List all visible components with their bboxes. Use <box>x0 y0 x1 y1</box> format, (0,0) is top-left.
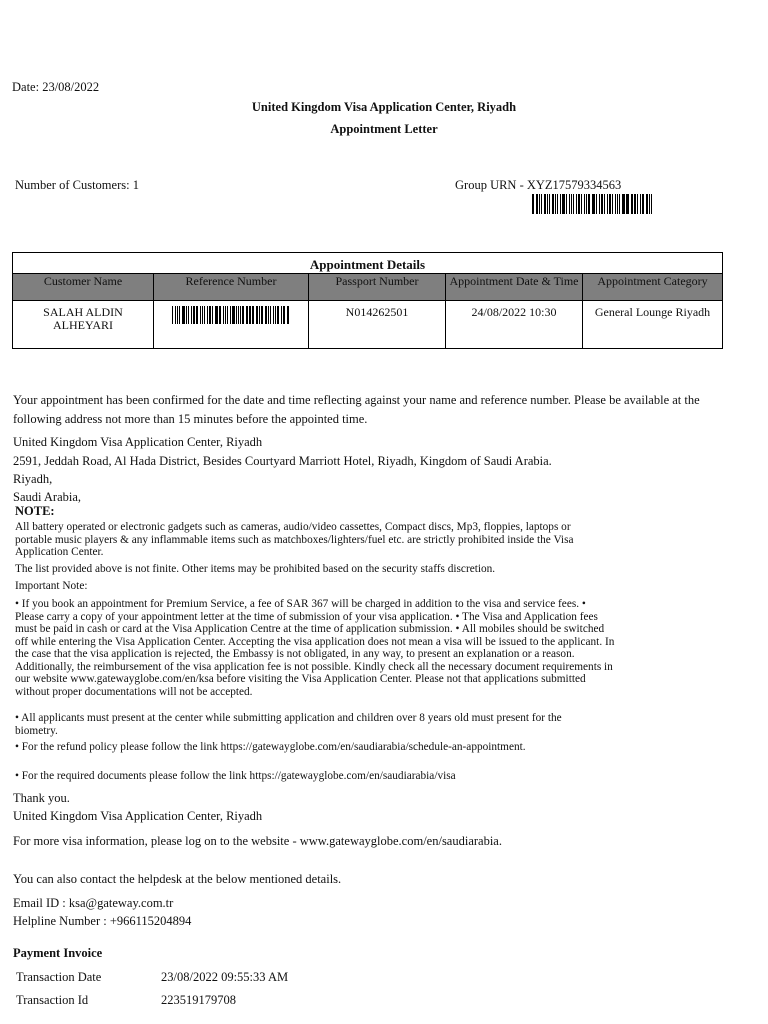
barcode-stripe <box>562 194 565 214</box>
barcode-stripe <box>615 194 616 214</box>
barcode-stripe <box>283 306 284 324</box>
barcode-stripe <box>281 306 282 324</box>
barcode-stripe <box>622 194 625 214</box>
letter-title: Appointment Letter <box>330 122 438 136</box>
transaction-date-label: Transaction Date <box>16 970 102 984</box>
barcode-stripe <box>586 194 587 214</box>
barcode-stripe <box>596 194 597 214</box>
col-header-reference-number: Reference Number <box>154 274 309 301</box>
barcode-stripe <box>175 306 176 324</box>
center-name-heading: United Kingdom Visa Application Center, Riyadh <box>251 100 517 114</box>
barcode-stripe <box>284 306 285 324</box>
barcode-stripe <box>177 306 179 324</box>
barcode-stripe <box>261 306 263 324</box>
barcode-stripe <box>225 306 227 324</box>
barcode-stripe <box>547 194 548 214</box>
barcode-stripe <box>539 194 540 214</box>
confirmation-paragraph: Your appointment has been confirmed for the date and time reflecting against your name and reference number. Please be available at the following address not more than 15 minutes before the appointed time. <box>13 393 700 426</box>
customer-name-cell: SALAH ALDIN ALHEYARI <box>13 301 154 349</box>
col-header-passport-number: Passport Number <box>309 274 446 301</box>
barcode-stripe <box>544 194 546 214</box>
barcode-stripe <box>216 306 218 324</box>
appointment-table-caption: Appointment Details <box>13 253 723 274</box>
table-row <box>13 301 723 349</box>
barcode-stripe <box>227 306 228 324</box>
address-line-1: United Kingdom Visa Application Center, Riyadh <box>13 435 263 449</box>
barcode-stripe <box>552 194 554 214</box>
signoff-line: United Kingdom Visa Application Center, Riyadh <box>13 809 263 823</box>
thanks-line: Thank you. <box>13 791 70 805</box>
barcode-stripe <box>188 306 189 324</box>
barcode-stripe <box>209 306 211 324</box>
barcode-stripe <box>204 306 205 324</box>
barcode-stripe <box>172 306 173 324</box>
important-note-bullet-4: • For the required documents please follow the link https://gatewayglobe.com/en/saudiarabia/visa <box>15 770 456 782</box>
barcode-stripe <box>182 306 185 324</box>
barcode-stripe <box>193 306 195 324</box>
barcode-stripe <box>196 306 198 324</box>
important-note-bullet-1: • If you book an appointment for Premium Service, a fee of SAR 367 will be charged in addition to the visa and service fees. • Please carry a copy of your appointment letter at the time of submission of your visa application. • The Visa and Application fees must be paid in cash or card at the Visa Application Centre at the time of application submission. • All mobiles should be switched off while entering the Visa Application Center. Accepting the visa application does not mean a visa will be issued to the applicant. In the case that the visa application is rejected, the Embassy is not obligated, in any way, to present an explanation or a reason. Additionally, the reimbursement of the visa application fee is not possible. Kindly check all the necessary document requirements in our website www.gatewayglobe.com/en/ksa before visiting the Visa Application Center. Please not that applications submitted without proper documentations will not be accepted. <box>15 598 615 698</box>
barcode-stripe <box>202 306 204 324</box>
passport-number-cell: N014262501 <box>309 301 446 349</box>
barcode-stripe <box>242 306 244 324</box>
barcode-stripe <box>640 194 641 214</box>
address-line-4: Saudi Arabia, <box>13 490 82 504</box>
barcode-stripe <box>249 306 252 324</box>
reference-barcode <box>172 306 290 324</box>
barcode-stripe <box>599 194 600 214</box>
important-note-bullet-2: • All applicants must present at the center while submitting application and children over 8 years old must present for the biometry. <box>15 712 562 737</box>
barcode-stripe <box>252 306 254 324</box>
address-line-3: Riyadh, <box>13 472 53 486</box>
barcode-stripe <box>555 194 557 214</box>
col-header-appointment-category: Appointment Category <box>583 274 723 301</box>
barcode-stripe <box>637 194 638 214</box>
barcode-stripe <box>287 306 289 324</box>
barcode-stripe <box>576 194 577 214</box>
barcode-stripe <box>631 194 633 214</box>
barcode-stripe <box>643 194 644 214</box>
barcode-stripe <box>541 194 542 214</box>
barcode-stripe <box>186 306 187 324</box>
barcode-stripe <box>265 306 267 324</box>
col-header-appointment-datetime: Appointment Date & Time <box>446 274 583 301</box>
barcode-stripe <box>273 306 274 324</box>
barcode-stripe <box>212 306 213 324</box>
barcode-stripe <box>268 306 269 324</box>
payment-invoice-title: Payment Invoice <box>13 946 103 960</box>
barcode-stripe <box>651 194 652 214</box>
transaction-id-value: 223519179708 <box>161 993 236 1007</box>
barcode-stripe <box>536 194 539 214</box>
barcode-stripe <box>626 194 627 214</box>
barcode-stripe <box>191 306 193 324</box>
barcode-stripe <box>232 306 235 324</box>
reference-number-cell <box>154 301 309 349</box>
barcode-stripe <box>609 194 611 214</box>
col-header-customer-name: Customer Name <box>13 274 154 301</box>
barcode-stripe <box>557 194 558 214</box>
barcode-stripe <box>604 194 605 214</box>
important-note-label: Important Note: <box>15 580 88 592</box>
address-line-2: 2591, Jeddah Road, Al Hada District, Besides Courtyard Marriott Hotel, Riyadh, Kingdom of Saudi Arabia. <box>13 454 552 468</box>
note-label: NOTE: <box>15 504 55 518</box>
barcode-stripe <box>584 194 585 214</box>
appointment-category-cell: General Lounge Riyadh <box>583 301 723 349</box>
barcode-stripe <box>642 194 643 214</box>
transaction-id-label: Transaction Id <box>16 993 89 1007</box>
list-not-finite: The list provided above is not finite. Other items may be prohibited based on the security staffs discretion. <box>15 563 496 575</box>
barcode-stripe <box>223 306 224 324</box>
barcode-stripe <box>601 194 603 214</box>
customer-count: Number of Customers: 1 <box>15 178 139 192</box>
barcode-stripe <box>275 306 276 324</box>
appointment-table <box>12 252 723 349</box>
barcode-stripe <box>230 306 231 324</box>
barcode-stripe <box>617 194 618 214</box>
important-note-bullet-3: • For the refund policy please follow the link https://gatewayglobe.com/en/saudiarabia/schedule-an-appointment. <box>15 741 526 753</box>
barcode-stripe <box>612 194 613 214</box>
barcode-stripe <box>256 306 259 324</box>
barcode-stripe <box>619 194 620 214</box>
barcode-stripe <box>277 306 279 324</box>
helpdesk-email: Email ID : ksa@gateway.com.tr <box>13 896 174 910</box>
helpdesk-line: You can also contact the helpdesk at the below mentioned details. <box>13 872 342 886</box>
barcode-stripe <box>588 194 590 214</box>
barcode-stripe <box>240 306 241 324</box>
appointment-datetime-cell: 24/08/2022 10:30 <box>446 301 583 349</box>
barcode-stripe <box>593 194 595 214</box>
barcode-stripe <box>566 194 567 214</box>
barcode-stripe <box>236 306 237 324</box>
barcode-stripe <box>627 194 629 214</box>
barcode-stripe <box>238 306 239 324</box>
barcode-stripe <box>578 194 580 214</box>
helpline-number: Helpline Number : +966115204894 <box>13 914 192 928</box>
barcode-stripe <box>270 306 272 324</box>
barcode-stripe <box>532 194 534 214</box>
barcode-stripe <box>649 194 650 214</box>
barcode-stripe <box>200 306 201 324</box>
barcode-stripe <box>634 194 636 214</box>
barcode-stripe <box>549 194 550 214</box>
barcode-stripe <box>219 306 221 324</box>
barcode-stripe <box>646 194 648 214</box>
barcode-stripe <box>207 306 208 324</box>
transaction-date-value: 23/08/2022 09:55:33 AM <box>161 970 289 984</box>
barcode-stripe <box>560 194 561 214</box>
barcode-stripe <box>246 306 248 324</box>
barcode-stripe <box>571 194 573 214</box>
barcode-stripe <box>569 194 570 214</box>
note-text: All battery operated or electronic gadgets such as cameras, audio/video cassettes, Compact discs, Mp3, floppies, laptops or portable music players & any inflammable items such as matchboxes/lighters/fuel etc. are strictly prohibited inside the Visa Application Center. <box>15 521 574 558</box>
barcode-stripe <box>573 194 574 214</box>
barcode-stripe <box>592 194 593 214</box>
barcode-stripe <box>259 306 260 324</box>
group-urn: Group URN - XYZ17579334563 <box>455 178 622 192</box>
barcode-stripe <box>179 306 180 324</box>
letter-date: Date: 23/08/2022 <box>12 80 100 94</box>
more-info-line: For more visa information, please log on to the website - www.gatewayglobe.com/en/saudiarabia. <box>13 834 502 848</box>
barcode-stripe <box>581 194 582 214</box>
barcode-stripe <box>607 194 609 214</box>
barcode-stripe <box>215 306 216 324</box>
group-urn-barcode <box>532 194 654 214</box>
